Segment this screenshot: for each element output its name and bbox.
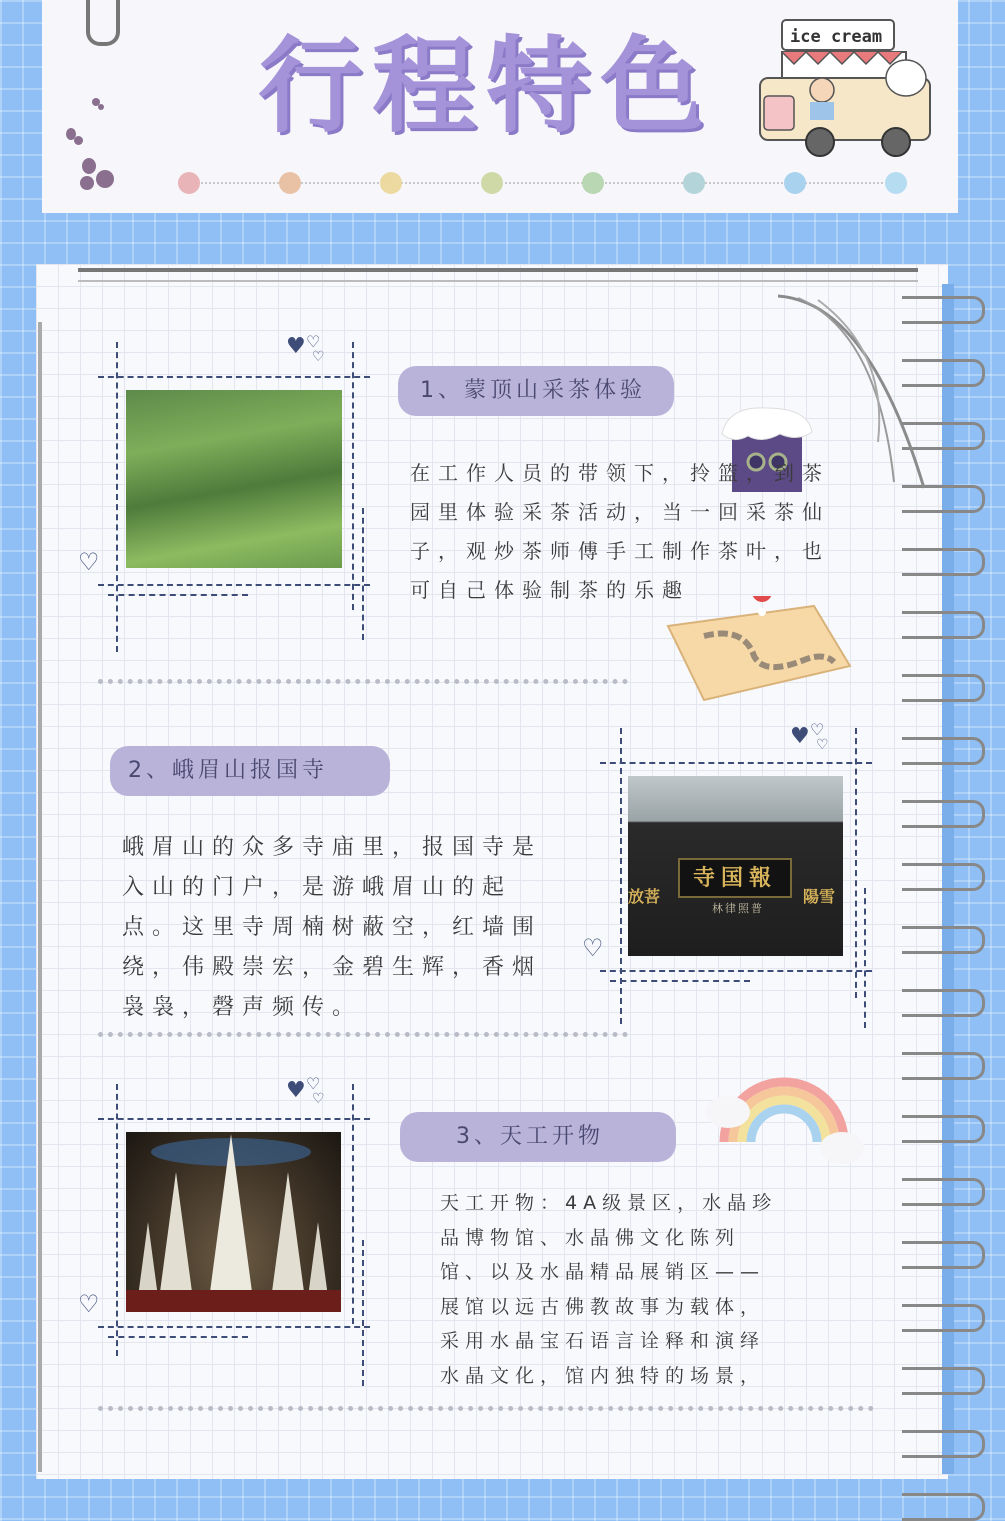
color-dot [885, 172, 907, 194]
heart-outline-icon: ♡ [306, 1074, 321, 1093]
treasure-map-icon [664, 596, 854, 706]
rainbow-icon [704, 1052, 866, 1172]
photo-frame-line [352, 342, 354, 610]
paperclip-icon [86, 0, 120, 46]
photo-frame-line [600, 970, 872, 972]
dotted-separator [98, 1406, 874, 1411]
spiral-ring [902, 1115, 985, 1143]
spiral-ring [902, 989, 985, 1017]
photo-frame-line [610, 980, 750, 982]
photo-frame-line [116, 1084, 118, 1356]
heart-outline-icon: ♡ [78, 1290, 100, 1318]
photo-frame-line [600, 762, 872, 764]
spiral-ring [902, 1304, 985, 1332]
baoguo-temple-photo [628, 776, 843, 956]
heart-outline-icon: ♡ [816, 737, 829, 753]
spiral-ring [902, 926, 985, 954]
notebook-top-line-2 [78, 280, 918, 282]
color-dot [784, 172, 806, 194]
spiral-ring [902, 1430, 985, 1458]
spiral-ring [902, 611, 985, 639]
heart-icon: ♥ [790, 724, 810, 749]
heart-outline-icon: ♡ [312, 349, 325, 365]
spiral-ring [902, 1178, 985, 1206]
color-dot [380, 172, 402, 194]
dotted-separator [98, 1032, 628, 1037]
tea-plantation-photo [126, 390, 342, 568]
photo-frame-line [116, 342, 118, 652]
spiral-ring [902, 800, 985, 828]
temple-side-plaque-left: 放菩 [628, 887, 661, 906]
color-dot [178, 172, 200, 194]
photo-frame-line [108, 594, 248, 596]
photo-frame-line [98, 1118, 370, 1120]
spiral-ring [902, 863, 985, 891]
color-dot [582, 172, 604, 194]
photo-frame-line [362, 508, 364, 640]
section-3-text: 天工开物：4A级景区，水晶珍品博物馆、水晶佛文化陈列馆、以及水晶精品展销区——展馆以远古佛教故事为载体，采用水晶宝石语言诠释和演绎水晶文化，馆内独特的场景， [440, 1192, 778, 1387]
svg-text:ice cream: ice cream [790, 27, 883, 47]
color-dot [481, 172, 503, 194]
color-dot [683, 172, 705, 194]
spiral-ring [902, 1493, 985, 1521]
notebook-top-line [78, 268, 918, 272]
heart-outline-icon: ♡ [306, 332, 321, 351]
spiral-ring [902, 1052, 985, 1080]
heart-outline-icon: ♡ [312, 1091, 325, 1107]
photo-frame-line [352, 1084, 354, 1324]
heart-outline-icon: ♡ [810, 720, 825, 739]
page-title: 行程特色 [258, 25, 715, 147]
photo-frame-line [98, 584, 370, 586]
photo-frame-line [98, 1326, 370, 1328]
spiral-ring [902, 1367, 985, 1395]
section-1-tag: 1、蒙顶山采茶体验 [398, 366, 674, 416]
spiral-ring [902, 674, 985, 702]
photo-frame-line [864, 888, 866, 1028]
section-2-tag: 2、峨眉山报国寺 [110, 746, 390, 796]
color-dot [279, 172, 301, 194]
dotted-separator [98, 679, 628, 684]
spiral-ring [902, 1241, 985, 1269]
temple-side-plaque-right: 陽雪 [803, 887, 836, 906]
heart-outline-icon: ♡ [78, 548, 100, 576]
section-3-tag: 3、天工开物 [400, 1112, 676, 1162]
notebook-left-edge [38, 322, 42, 1472]
section-1-text: 在工作人员的带领下，拎篮，到茶园里体验采茶活动，当一回采茶仙子，观炒茶师傅手工制作茶叶，也可自己体验制茶的乐趣 [410, 461, 830, 602]
spiral-ring [902, 548, 985, 576]
photo-frame-line [362, 1240, 364, 1386]
heart-icon: ♥ [286, 334, 306, 359]
ice-cream-truck-icon [756, 18, 936, 160]
spiral-ring [902, 737, 985, 765]
temple-sub-plaque: 林律照普 [712, 902, 764, 915]
photo-frame-line [855, 728, 857, 998]
photo-frame-line [108, 1336, 248, 1338]
pagoda-silhouette-icon [126, 1132, 341, 1312]
temple-plaque: 寺国報 [678, 858, 792, 898]
heart-outline-icon: ♡ [582, 934, 604, 962]
photo-frame-line [98, 376, 370, 378]
crystal-pagoda-photo [126, 1132, 341, 1312]
section-2-text: 峨眉山的众多寺庙里，报国寺是入山的门户，是游峨眉山的起点。这里寺周楠树蔽空，红墙围绕，伟殿崇宏，金碧生辉，香烟袅袅，磬声频传。 [122, 835, 543, 1020]
heart-icon: ♥ [286, 1078, 306, 1103]
